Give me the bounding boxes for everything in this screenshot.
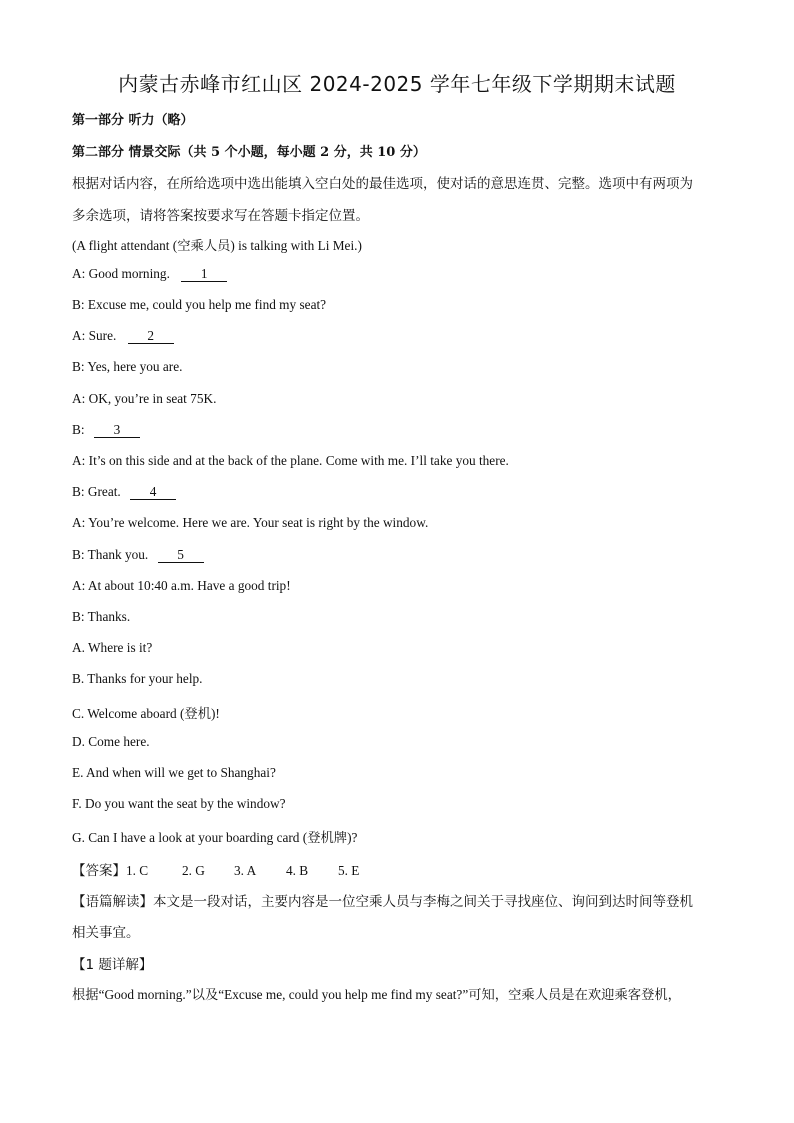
dialogue-line: [72, 297, 326, 313]
speaker: B:: [72, 547, 85, 562]
dialogue-text: Great.: [87, 484, 121, 499]
dialogue-text: Thank you.: [87, 547, 149, 562]
dialogue-line: [72, 515, 428, 531]
dialogue-line: [72, 359, 182, 375]
dialogue-text: It’s on this side and at the back of the plane. Come with me. I’ll take you there.: [88, 453, 509, 468]
speaker: B:: [72, 609, 85, 624]
speaker: B:: [72, 484, 85, 499]
dialogue-text: Good morning.: [88, 266, 170, 281]
analysis-label: 【语篇解读】: [72, 894, 153, 910]
answer-item: 3. A: [234, 863, 257, 878]
answer-blank: 3: [94, 423, 140, 438]
option-c: C. Welcome aboard (登机)!: [72, 706, 220, 721]
dialogue-line: [72, 453, 509, 469]
option-f: F. Do you want the seat by the window?: [72, 796, 286, 811]
answer-blank: 5: [158, 548, 204, 563]
part1-heading: 第一部分 听力（略）: [72, 113, 194, 128]
speaker: B:: [72, 297, 85, 312]
option-b: B. Thanks for your help.: [72, 671, 203, 686]
part2-heading: 第二部分 情景交际（共 5 个小题，每小题 2 分，共 10 分）: [72, 145, 426, 160]
speaker: A:: [72, 515, 86, 530]
dialogue-line: [72, 578, 291, 594]
option-g: G. Can I have a look at your boarding card (登机牌)?: [72, 830, 358, 845]
answer-item: 4. B: [286, 863, 309, 878]
dialogue-line: [72, 391, 216, 407]
answer-item: 1. C: [126, 863, 149, 878]
answer-item: 2. G: [182, 863, 205, 878]
dialogue-line: [72, 609, 130, 625]
answer-item: 5. E: [338, 863, 360, 878]
dialogue-line: [72, 266, 227, 282]
speaker: A:: [72, 391, 86, 406]
option-e: E. And when will we get to Shanghai?: [72, 765, 276, 780]
analysis-line-1: [72, 890, 693, 910]
speaker: A:: [72, 328, 86, 343]
answer-blank: 1: [181, 267, 227, 282]
dialogue-line: [72, 328, 174, 344]
answer-label: 【答案】: [72, 863, 126, 879]
analysis-text: 本文是一段对话，主要内容是一位空乘人员与李梅之间关于寻找座位、询问到达时间等登机: [153, 894, 693, 910]
page-title: 内蒙古赤峰市红山区 2024-2025 学年七年级下学期期末试题: [118, 72, 676, 96]
speaker: B:: [72, 359, 85, 374]
detail-label: 【1 题详解】: [72, 957, 153, 973]
speaker: A:: [72, 578, 86, 593]
dialogue-text: At about 10:40 a.m. Have a good trip!: [87, 578, 291, 593]
dialogue-text: Sure.: [88, 328, 117, 343]
speaker: A:: [72, 453, 86, 468]
analysis-line-2: 相关事宜。: [72, 925, 140, 941]
dialogue-text: You’re welcome. Here we are. Your seat is right by the window.: [88, 515, 429, 530]
speaker: B:: [72, 422, 85, 437]
dialogue-context: (A flight attendant (空乘人员) is talking with Li Mei.): [72, 238, 362, 253]
dialogue-text: Thanks.: [87, 609, 131, 624]
answer-blank: 4: [130, 485, 176, 500]
dialogue-line: [72, 422, 140, 438]
dialogue-line: [72, 547, 204, 563]
dialogue-text: Yes, here you are.: [87, 359, 183, 374]
option-a: A. Where is it?: [72, 640, 153, 655]
instructions-line-2: 多余选项，请将答案按要求写在答题卡指定位置。: [72, 208, 369, 224]
dialogue-line: [72, 484, 176, 500]
dialogue-text: Excuse me, could you help me find my seat?: [87, 297, 327, 312]
speaker: A:: [72, 266, 86, 281]
answer-blank: 2: [128, 329, 174, 344]
option-d: D. Come here.: [72, 734, 150, 749]
instructions-line-1: 根据对话内容，在所给选项中选出能填入空白处的最佳选项，使对话的意思连贯、完整。选项中有两项为: [72, 176, 693, 192]
detail-text: 根据“Good morning.”以及“Excuse me, could you help me find my seat?”可知，空乘人员是在欢迎乘客登机，: [72, 987, 681, 1002]
dialogue-text: OK, you’re in seat 75K.: [88, 391, 217, 406]
answer-line: [72, 859, 359, 879]
